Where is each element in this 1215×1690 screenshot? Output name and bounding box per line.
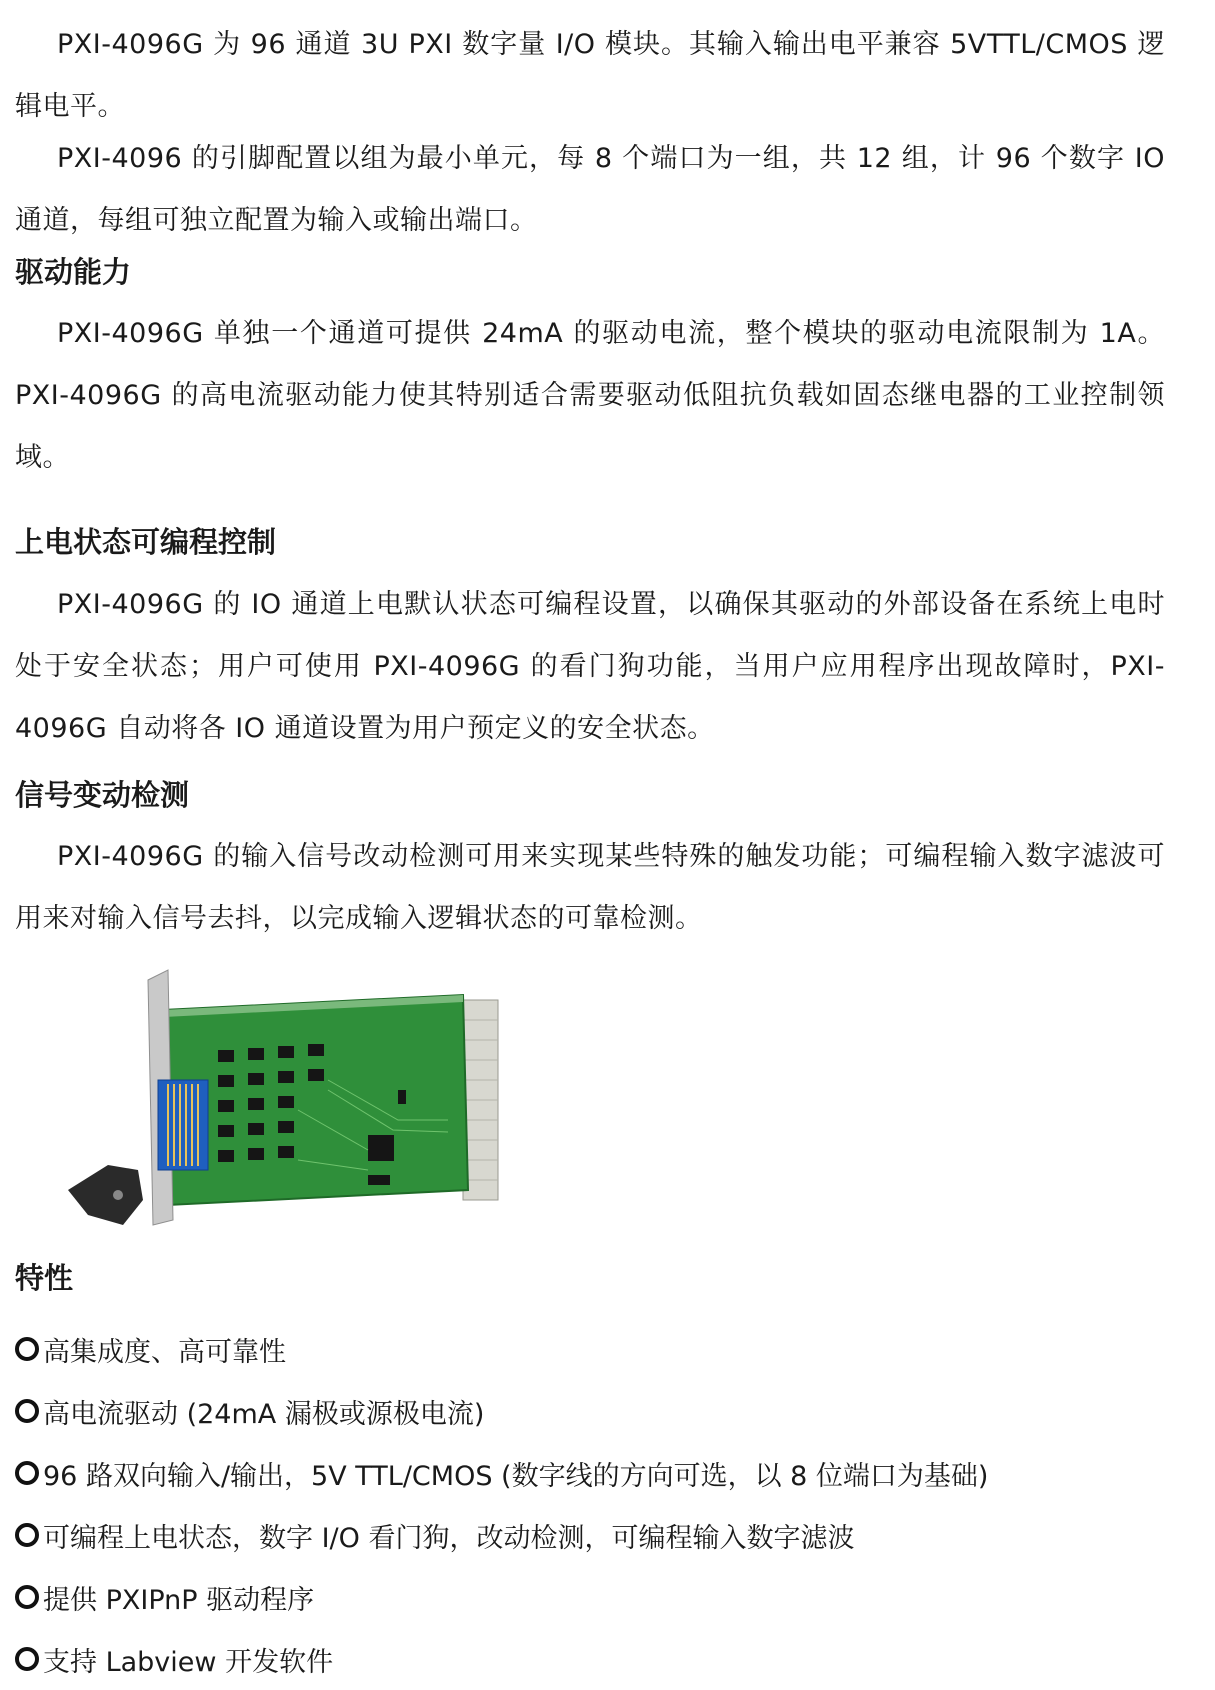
section-heading-drive: 驱动能力 (15, 255, 132, 289)
feature-text: 高集成度、高可靠性 (43, 1336, 286, 1368)
features-heading: 特性 (15, 1261, 74, 1295)
feature-text: 提供 PXIPnP 驱动程序 (43, 1584, 315, 1616)
circle-bullet-icon (15, 1399, 39, 1423)
circle-bullet-icon (15, 1461, 39, 1485)
circle-bullet-icon (15, 1647, 39, 1671)
feature-item (15, 1628, 988, 1690)
intro-paragraph-2: PXI-4096 的引脚配置以组为最小单元，每 8 个端口为一组，共 12 组，计 96 个数字 IO 通道，每组可独立配置为输入或输出端口。 (15, 143, 1165, 236)
feature-item (15, 1566, 988, 1628)
section-body-drive: PXI-4096G 单独一个通道可提供 24mA 的驱动电流，整个模块的驱动电流限制为 1A。PXI-4096G 的高电流驱动能力使其特别适合需要驱动低阻抗负载如固态继电器的工业控制领域。 (15, 318, 1165, 473)
feature-text: 高电流驱动 (24mA 漏极或源极电流) (43, 1398, 485, 1430)
section-body-power-on: PXI-4096G 的 IO 通道上电默认状态可编程设置，以确保其驱动的外部设备在系统上电时处于安全状态；用户可使用 PXI-4096G 的看门狗功能，当用户应用程序出现故障时，PXI-4096G 自动将各 IO 通道设置为用户预定义的安全状态。 (15, 589, 1165, 744)
feature-item (15, 1504, 988, 1566)
circle-bullet-icon (15, 1585, 39, 1609)
intro-paragraph-1: PXI-4096G 为 96 通道 3U PXI 数字量 I/O 模块。其输入输出电平兼容 5VTTL/CMOS 逻辑电平。 (15, 29, 1165, 122)
section-heading-signal-change: 信号变动检测 (15, 778, 190, 812)
feature-item (15, 1380, 988, 1442)
feature-text: 96 路双向输入/输出，5V TTL/CMOS (数字线的方向可选，以 8 位端口为基础) (43, 1460, 989, 1492)
feature-text: 可编程上电状态，数字 I/O 看门狗，改动检测，可编程输入数字滤波 (43, 1522, 855, 1554)
section-heading-power-on: 上电状态可编程控制 (15, 525, 277, 559)
circle-bullet-icon (15, 1337, 39, 1361)
pxi-module-photo (68, 960, 518, 1230)
features-list (15, 1318, 988, 1690)
section-body-signal-change: PXI-4096G 的输入信号改动检测可用来实现某些特殊的触发功能；可编程输入数字滤波可用来对输入信号去抖，以完成输入逻辑状态的可靠检测。 (15, 841, 1165, 934)
feature-text: 支持 Labview 开发软件 (43, 1646, 334, 1678)
circle-bullet-icon (15, 1523, 39, 1547)
feature-item (15, 1442, 988, 1504)
feature-item (15, 1318, 988, 1380)
